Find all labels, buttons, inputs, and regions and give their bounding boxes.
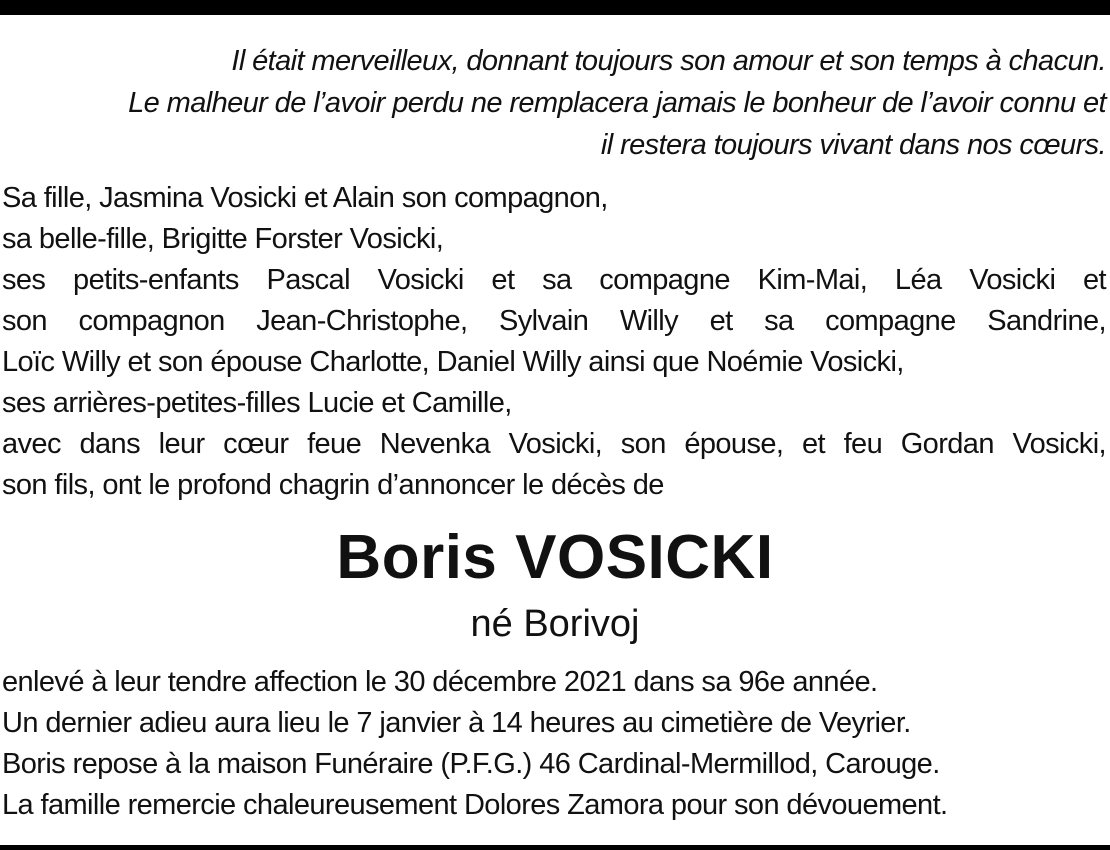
epitaph-quote <box>0 40 1106 166</box>
family-line: Loïc Willy et son épouse Charlotte, Daniel Willy ainsi que Noémie Vosicki, <box>2 346 904 378</box>
family-line: son compagnon Jean-Christophe, Sylvain Willy et sa compagne Sandrine, <box>2 305 1106 337</box>
family-line: ses petits-enfants Pascal Vosicki et sa compagne Kim-Mai, Léa Vosicki et <box>2 264 1106 296</box>
quote-line: Le malheur de l’avoir perdu ne remplacera jamais le bonheur de l’avoir connu et <box>128 87 1106 119</box>
family-line: Sa fille, Jasmina Vosicki et Alain son compagnon, <box>2 182 608 214</box>
top-border-rule <box>0 0 1110 15</box>
family-line: ses arrières-petites-filles Lucie et Camille, <box>2 387 512 419</box>
family-line: sa belle-fille, Brigitte Forster Vosicki, <box>2 223 444 255</box>
quote-line: il restera toujours vivant dans nos cœurs. <box>600 129 1106 161</box>
deceased-name: Boris VOSICKI <box>336 523 774 592</box>
details-line: Boris repose à la maison Funéraire (P.F.G.) 46 Cardinal-Mermillod, Carouge. <box>2 748 940 780</box>
details-line: La famille remercie chaleureusement Dolores Zamora pour son dévouement. <box>2 789 948 821</box>
bottom-border-rule <box>0 845 1110 850</box>
details-line: Un dernier adieu aura lieu le 7 janvier à 14 heures au cimetière de Veyrier. <box>2 707 911 739</box>
deceased-birth-name: né Borivoj <box>470 603 640 645</box>
funeral-details <box>2 662 1108 826</box>
family-line: avec dans leur cœur feue Nevenka Vosicki, son épouse, et feu Gordan Vosicki, <box>2 428 1106 460</box>
family-announcement <box>2 178 1106 506</box>
details-line: enlevé à leur tendre affection le 30 décembre 2021 dans sa 96e année. <box>2 666 878 698</box>
quote-line: Il était merveilleux, donnant toujours son amour et son temps à chacun. <box>231 45 1106 77</box>
family-line: son fils, ont le profond chagrin d’annoncer le décès de <box>2 469 664 501</box>
